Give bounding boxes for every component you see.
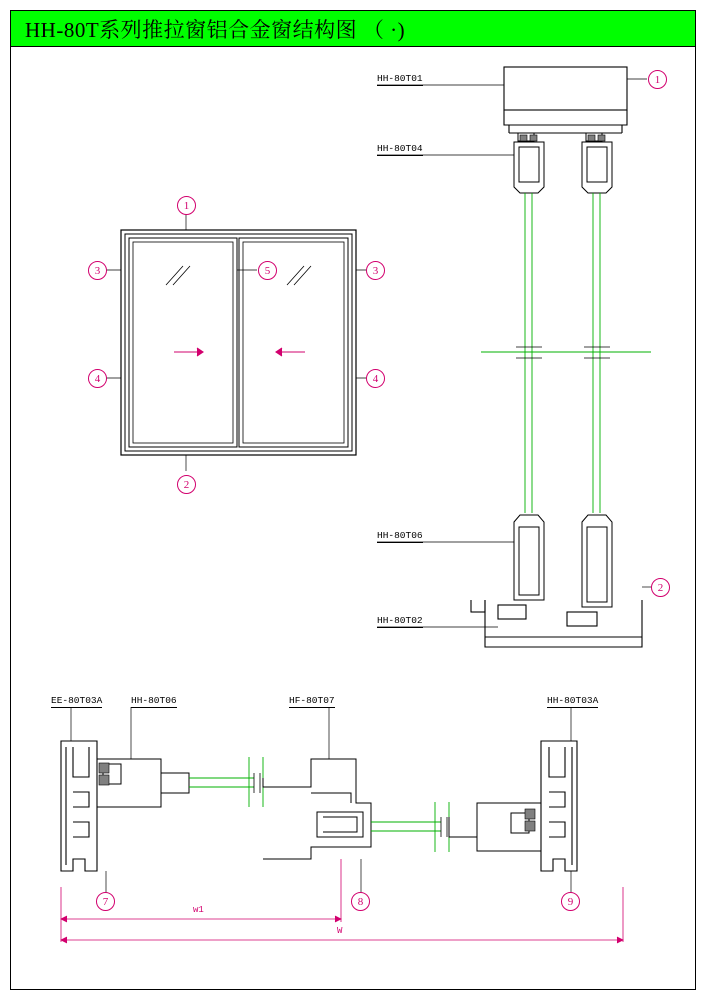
page-title: HH-80T系列推拉窗铝合金窗结构图 （ ·): [25, 17, 406, 42]
callout-plan-7: 7: [96, 892, 115, 911]
dimension-w1: w1: [193, 905, 204, 915]
horizontal-section-drawing: [11, 47, 695, 990]
callout-section-2: 2: [651, 578, 670, 597]
label-bottom-hh-80t06: HH-80T06: [131, 695, 177, 706]
callout-elevation-2: 2: [177, 475, 196, 494]
callout-elevation-4-left: 4: [88, 369, 107, 388]
callout-elevation-1: 1: [177, 196, 196, 215]
label-hf-80t07: HF-80T07: [289, 695, 335, 706]
callout-elevation-5: 5: [258, 261, 277, 280]
drawing-canvas: [11, 47, 695, 990]
label-hh-80t01: HH-80T01: [377, 73, 423, 84]
callout-plan-8: 8: [351, 892, 370, 911]
label-hh-80t02: HH-80T02: [377, 615, 423, 626]
label-hh-80t06: HH-80T06: [377, 530, 423, 541]
label-ee-80t03a: EE-80T03A: [51, 695, 103, 706]
title-bar: [11, 11, 695, 47]
callout-elevation-4-right: 4: [366, 369, 385, 388]
callout-elevation-3-left: 3: [88, 261, 107, 280]
callout-section-1: 1: [648, 70, 667, 89]
callout-elevation-3-right: 3: [366, 261, 385, 280]
dimension-w: W: [337, 926, 343, 936]
callout-plan-9: 9: [561, 892, 580, 911]
label-hh-80t04: HH-80T04: [377, 143, 423, 154]
label-hh-80t03a: HH-80T03A: [547, 695, 599, 706]
